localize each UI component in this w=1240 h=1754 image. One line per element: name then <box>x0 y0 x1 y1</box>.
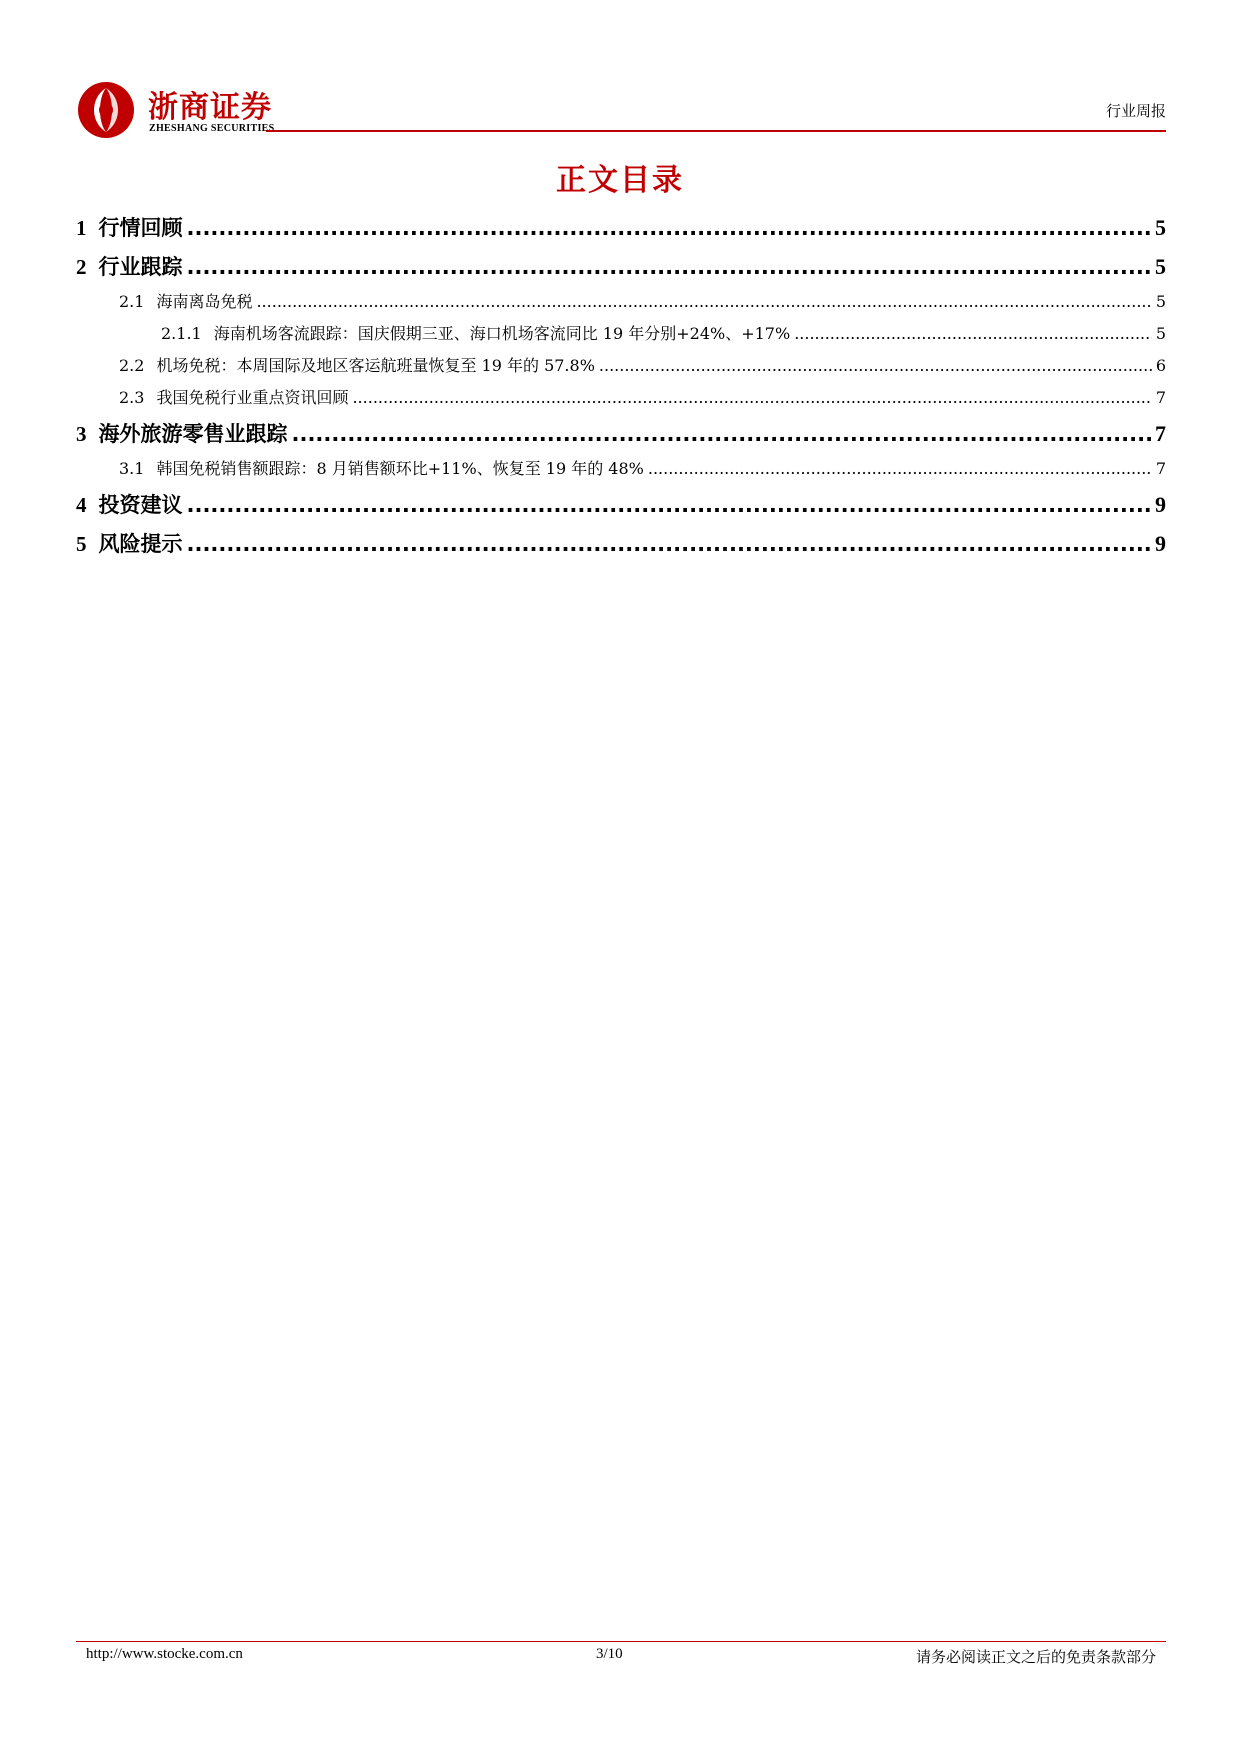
page-header <box>76 70 1166 132</box>
toc-entry-2-1[interactable] <box>76 286 1166 318</box>
toc-entry-text: 风险提示 <box>98 532 183 556</box>
toc-entry-number: 2.2 <box>119 356 145 375</box>
toc-entry-number: 2.1.1 <box>161 324 202 343</box>
dot-leader <box>187 248 1152 287</box>
toc-entry-text: 海外旅游零售业跟踪 <box>98 422 288 446</box>
toc-entry-text: 行业跟踪 <box>98 255 183 279</box>
toc-entry-2-2[interactable] <box>76 350 1166 382</box>
dot-leader <box>794 318 1152 350</box>
toc-entry-1[interactable] <box>76 208 1166 247</box>
toc-entry-text: 海南离岛免税 <box>156 292 253 311</box>
dot-leader <box>256 286 1151 318</box>
footer-divider <box>76 1641 1166 1642</box>
dot-leader <box>599 350 1152 382</box>
toc-entry-3[interactable] <box>76 414 1166 453</box>
toc-entry-text: 韩国免税销售额跟踪：8 月销售额环比+11%、恢复至 19 年的 48% <box>156 459 644 478</box>
toc-entry-text: 投资建议 <box>98 493 183 517</box>
toc-entry-text: 机场免税：本周国际及地区客运航班量恢复至 19 年的 57.8% <box>156 356 595 375</box>
footer-disclaimer: 请务必阅读正文之后的免责条款部分 <box>915 1648 1156 1666</box>
dot-leader <box>187 209 1152 248</box>
toc-entry-page: 9 <box>1155 492 1166 517</box>
toc-entry-page: 5 <box>1155 254 1166 279</box>
toc-entry-2[interactable] <box>76 247 1166 286</box>
toc-entry-2-1-1[interactable] <box>76 318 1166 350</box>
toc-entry-page: 6 <box>1155 356 1166 375</box>
toc-entry-number: 2 <box>76 255 87 279</box>
toc-entry-5[interactable] <box>76 524 1166 563</box>
footer-page-number: 3/10 <box>596 1646 623 1662</box>
toc-entry-number: 3.1 <box>119 459 145 478</box>
toc-entry-number: 1 <box>76 216 87 240</box>
dot-leader <box>187 525 1152 564</box>
toc-entry-number: 2.1 <box>119 292 145 311</box>
toc-entry-number: 4 <box>76 493 87 517</box>
toc-entry-4[interactable] <box>76 485 1166 524</box>
dot-leader <box>352 382 1151 414</box>
toc-entry-page: 7 <box>1155 459 1166 478</box>
toc-entry-text: 行情回顾 <box>98 216 183 240</box>
table-of-contents <box>76 208 1166 563</box>
dot-leader <box>648 453 1152 485</box>
toc-entry-page: 7 <box>1155 421 1166 446</box>
toc-entry-text: 我国免税行业重点资讯回顾 <box>156 388 349 407</box>
dot-leader <box>292 415 1152 454</box>
toc-entry-text: 海南机场客流跟踪：国庆假期三亚、海口机场客流同比 19 年分别+24%、+17% <box>213 324 791 343</box>
toc-entry-page: 5 <box>1155 215 1166 240</box>
toc-entry-page: 5 <box>1155 292 1166 311</box>
toc-entry-2-3[interactable] <box>76 382 1166 414</box>
footer-url-link[interactable]: http://www.stocke.com.cn <box>86 1646 243 1662</box>
toc-entry-3-1[interactable] <box>76 453 1166 485</box>
toc-entry-number: 3 <box>76 422 87 446</box>
toc-entry-page: 9 <box>1155 531 1166 556</box>
toc-entry-number: 5 <box>76 532 87 556</box>
zheshang-logo-icon <box>76 80 136 140</box>
toc-entry-number: 2.3 <box>119 388 145 407</box>
toc-entry-page: 7 <box>1155 388 1166 407</box>
toc-entry-page: 5 <box>1155 324 1166 343</box>
brand-name-en: ZHESHANG SECURITIES <box>149 123 275 134</box>
report-type: 行业周报 <box>1105 102 1166 120</box>
brand-name-cn: 浙商证券 <box>148 90 272 125</box>
header-divider <box>266 130 1166 132</box>
dot-leader <box>187 486 1152 525</box>
toc-title: 正文目录 <box>556 163 684 198</box>
